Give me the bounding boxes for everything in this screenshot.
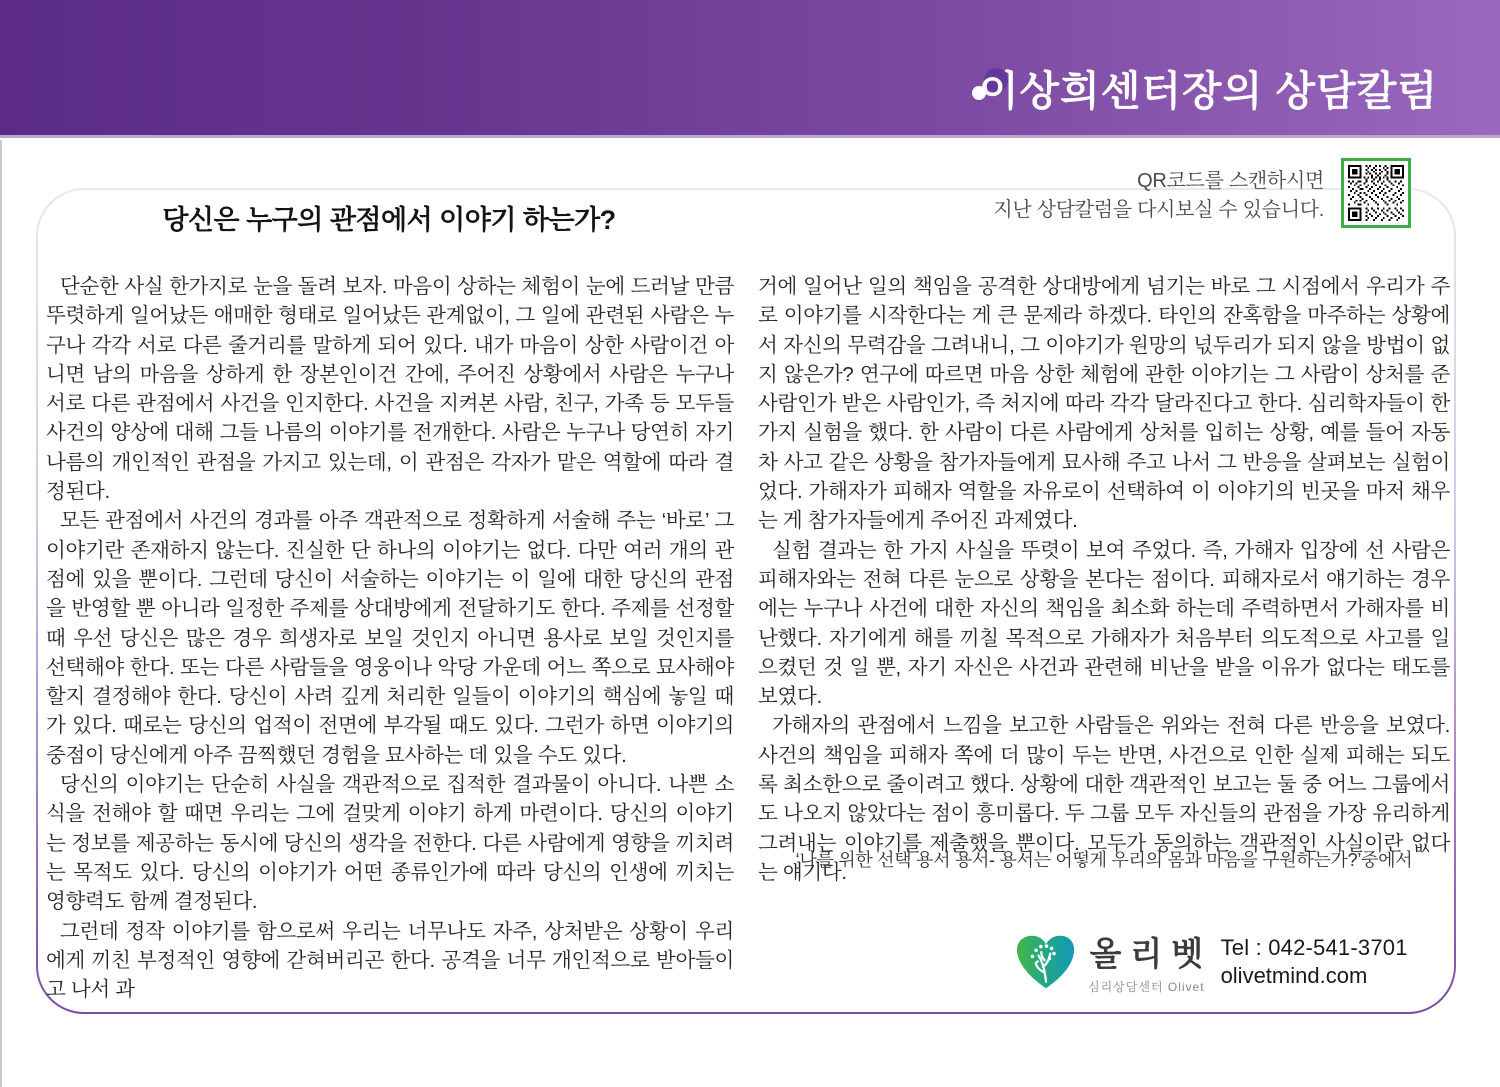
logo-name: 올리벳: [1089, 935, 1213, 972]
column-header-title: 이상희센터장의 상담칼럼: [978, 68, 1438, 114]
paragraph: 모든 관점에서 사건의 경과를 아주 객관적으로 정확하게 서술해 주는 ‘바로’ 그 이야기란 존재하지 않는다. 진실한 단 하나의 이야기는 없다. 다만 여러 개의 관점에 있을 뿐이다. 그런데 당신이 서술하는 이야기는 이 일에 대한 당신의 관점을 반영할 뿐 아니라 일정한 주제를 상대방에게 전달하기도 한다. 주제를 선정할 때 우선 당신은 많은 경우 희생자로 보일 것인지 아니면 용사로 보일 것인지를 선택해야 한다. 또는 다른 사람들을 영웅이나 악당 가운데 어느 쪽으로 묘사해야 할지 결정해야 한다. 당신이 사려 깊게 처리한 일들이 이야기의 핵심에 놓일 때가 있다. 때로는 당신의 업적이 전면에 부각될 때도 있다. 그런가 하면 이야기의 중점이 당신에게 아주 끔찍했던 경험을 묘사하는 데 있을 수도 있다.: [46, 509, 734, 767]
website: olivetmind.com: [1220, 962, 1368, 988]
right-column: [758, 272, 1450, 887]
page-edge-line: [0, 140, 2, 1087]
article-title: 당신은 누구의 관점에서 이야기 하는가?: [162, 205, 616, 235]
header-banner: [0, 0, 1500, 138]
footer-logo-block: [1016, 928, 1408, 995]
qr-caption: [993, 167, 1324, 225]
logo-name-wrap: [1088, 928, 1213, 995]
paragraph: 그런데 정작 이야기를 함으로써 우리는 너무나도 자주, 상처받은 상황이 우리에게 끼친 부정적인 영향에 갇혀버리곤 한다. 공격을 너무 개인적으로 받아들이고 나서 과: [46, 919, 734, 1002]
paragraph: 단순한 사실 한가지로 눈을 돌려 보자. 마음이 상하는 체험이 눈에 드러날 만큼 뚜렷하게 일어났든 애매한 형태로 일어났든 관계없이, 그 일에 관련된 사람은 누구나 각각 서로 다른 줄거리를 말하게 되어 있다. 내가 마음이 상한 사람이건 아니면 남의 마음을 상하게 한 장본인이건 간에, 주어진 상황에서 사람은 누구나 서로 다른 관점에서 사건을 인지한다. 사건을 지켜본 사람, 친구, 가족 등 모두들 사건의 양상에 대해 그들 나름의 이야기를 전개한다. 사람은 누구나 당연히 자기 나름의 개인적인 관점을 가지고 있는데, 이 관점은 각자가 맡은 역할에 따라 결정된다.: [46, 275, 734, 504]
source-attribution: ‘나를 위한 선택 용서 용서- 용서는 어떻게 우리의 몸과 마음을 구원하는가?’중에서: [795, 850, 1413, 870]
paragraph: 실험 결과는 한 가지 사실을 뚜렷이 보여 주었다. 즉, 가해자 입장에 선 사람은 피해자와는 전혀 다른 눈으로 상황을 본다는 점이다. 피해자로서 얘기하는 경우에는 누구나 사건에 대한 자신의 책임을 최소화 하는데 주력하면서 가해자를 비난했다. 자기에게 해를 끼칠 목적으로 가해자가 처음부터 의도적으로 사고를 일으켰던 것 일 뿐, 자기 자신은 사건과 관련해 비난을 받을 이유가 없다는 태도를 보였다.: [758, 538, 1450, 709]
contact-block: [1221, 935, 1408, 989]
qr-caption-line1: QR코드를 스캔하시면: [1137, 170, 1324, 192]
paragraph: 가해자의 관점에서 느낌을 보고한 사람들은 위와는 전혀 다른 반응을 보였다. 사건의 책임을 피해자 쪽에 더 많이 두는 반면, 사건으로 인한 실제 피해는 되도록 최소한으로 줄이려고 했다. 상황에 대한 객관적인 보고는 둘 중 어느 그룹에서도 나오지 않았다는 점이 흥미롭다. 두 그룹 모두 자신들의 관점을 가장 유리하게 그려내는 이야기를 제출했을 뿐이다. 모두가 동의하는 객관적인 사실이란 없다는 얘기다.: [758, 714, 1450, 884]
paragraph: 거에 일어난 일의 책임을 공격한 상대방에게 넘기는 바로 그 시점에서 우리가 주로 이야기를 시작한다는 게 큰 문제라 하겠다. 타인의 잔혹함을 마주하는 상황에서 자신의 무력감을 그려내니, 그 이야기가 원망의 넋두리가 되지 않을 방법이 없지 않은가? 연구에 따르면 마음 상한 체험에 관한 이야기는 그 사람이 상처를 준 사람인가 받은 사람인가, 즉 처지에 따라 각각 달라진다고 한다. 심리학자들이 한 가지 실험을 했다. 한 사람이 다른 사람에게 상처를 입히는 상황, 예를 들어 자동차 사고 같은 상황을 참가자들에게 묘사해 주고 나서 그 반응을 살펴보는 실험이었다. 가해자가 피해자 역할을 자유로이 선택하여 이 이야기의 빈곳을 마저 채우는 게 참가자들에게 주어진 과제였다.: [758, 275, 1450, 533]
olivet-heart-logo-icon: [1016, 934, 1076, 990]
left-column: [46, 272, 734, 1004]
qr-caption-line2: 지난 상담칼럼을 다시보실 수 있습니다.: [993, 199, 1324, 221]
paragraph: 당신의 이야기는 단순히 사실을 객관적으로 집적한 결과물이 아니다. 나쁜 소식을 전해야 할 때면 우리는 그에 걸맞게 이야기 하게 마련이다. 당신의 이야기는 정보를 제공하는 동시에 당신의 생각을 전한다. 다른 사람에게 영향을 끼치려는 목적도 있다. 당신의 이야기가 어떤 종류인가에 따라 당신의 인생에 끼치는 영향력도 함께 결정된다.: [46, 773, 734, 914]
phone-number: Tel : 042-541-3701: [1220, 934, 1408, 960]
logo-caption: 심리상담센터 Olivet: [1088, 980, 1205, 994]
qr-code-icon: [1341, 158, 1411, 228]
